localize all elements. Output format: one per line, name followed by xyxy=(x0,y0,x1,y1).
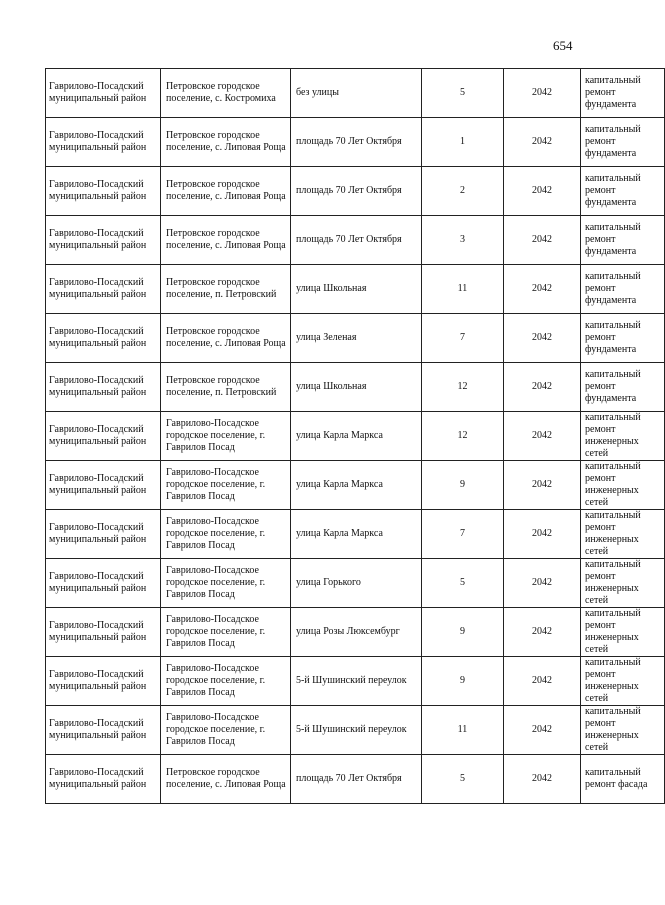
year-cell: 2042 xyxy=(504,510,581,559)
year-cell: 2042 xyxy=(504,559,581,608)
table-row xyxy=(46,559,665,608)
street-cell: 5-й Шушинский переулок xyxy=(291,706,422,755)
year-cell: 2042 xyxy=(504,69,581,118)
house-number-cell: 5 xyxy=(422,559,504,608)
street-cell: улица Карла Маркса xyxy=(291,510,422,559)
house-number-cell: 2 xyxy=(422,167,504,216)
house-number-cell: 11 xyxy=(422,265,504,314)
street-cell: улица Карла Маркса xyxy=(291,412,422,461)
work-type-cell: капитальный ремонт фундамента xyxy=(581,216,665,265)
district-cell: Гаврилово-Посадский муниципальный район xyxy=(46,559,161,608)
district-cell: Гаврилово-Посадский муниципальный район xyxy=(46,706,161,755)
district-cell: Гаврилово-Посадский муниципальный район xyxy=(46,412,161,461)
settlement-cell: Петровское городское поселение, с. Липовая Роща xyxy=(161,755,291,804)
settlement-cell: Петровское городское поселение, с. Липовая Роща xyxy=(161,216,291,265)
work-type-cell: капитальный ремонт фундамента xyxy=(581,167,665,216)
table-row xyxy=(46,363,665,412)
year-cell: 2042 xyxy=(504,363,581,412)
table-row xyxy=(46,510,665,559)
settlement-cell: Гаврилово-Посадское городское поселение, г. Гаврилов Посад xyxy=(161,706,291,755)
table-row xyxy=(46,314,665,363)
table-row xyxy=(46,167,665,216)
table-row xyxy=(46,412,665,461)
work-type-cell: капитальный ремонт фасада xyxy=(581,755,665,804)
settlement-cell: Петровское городское поселение, п. Петровский xyxy=(161,265,291,314)
district-cell: Гаврилово-Посадский муниципальный район xyxy=(46,608,161,657)
district-cell: Гаврилово-Посадский муниципальный район xyxy=(46,216,161,265)
district-cell: Гаврилово-Посадский муниципальный район xyxy=(46,510,161,559)
house-number-cell: 7 xyxy=(422,314,504,363)
district-cell: Гаврилово-Посадский муниципальный район xyxy=(46,755,161,804)
year-cell: 2042 xyxy=(504,265,581,314)
settlement-cell: Петровское городское поселение, с. Липовая Роща xyxy=(161,314,291,363)
district-cell: Гаврилово-Посадский муниципальный район xyxy=(46,167,161,216)
work-type-cell: капитальный ремонт инженерных сетей xyxy=(581,706,665,755)
work-type-cell: капитальный ремонт фундамента xyxy=(581,69,665,118)
year-cell: 2042 xyxy=(504,461,581,510)
street-cell: площадь 70 Лет Октября xyxy=(291,755,422,804)
work-type-cell: капитальный ремонт фундамента xyxy=(581,363,665,412)
district-cell: Гаврилово-Посадский муниципальный район xyxy=(46,265,161,314)
settlement-cell: Гаврилово-Посадское городское поселение, г. Гаврилов Посад xyxy=(161,461,291,510)
page-number: 654 xyxy=(553,38,573,53)
settlement-cell: Гаврилово-Посадское городское поселение, г. Гаврилов Посад xyxy=(161,412,291,461)
house-number-cell: 1 xyxy=(422,118,504,167)
house-number-cell: 9 xyxy=(422,461,504,510)
house-number-cell: 5 xyxy=(422,755,504,804)
street-cell: улица Розы Люксембург xyxy=(291,608,422,657)
year-cell: 2042 xyxy=(504,167,581,216)
table-row xyxy=(46,265,665,314)
street-cell: площадь 70 Лет Октября xyxy=(291,167,422,216)
house-number-cell: 12 xyxy=(422,363,504,412)
house-number-cell: 5 xyxy=(422,69,504,118)
year-cell: 2042 xyxy=(504,706,581,755)
house-number-cell: 11 xyxy=(422,706,504,755)
street-cell: улица Школьная xyxy=(291,265,422,314)
street-cell: без улицы xyxy=(291,69,422,118)
table-row xyxy=(46,608,665,657)
work-type-cell: капитальный ремонт фундамента xyxy=(581,265,665,314)
district-cell: Гаврилово-Посадский муниципальный район xyxy=(46,69,161,118)
year-cell: 2042 xyxy=(504,314,581,363)
table-row xyxy=(46,69,665,118)
table-row xyxy=(46,755,665,804)
house-number-cell: 7 xyxy=(422,510,504,559)
work-type-cell: капитальный ремонт инженерных сетей xyxy=(581,412,665,461)
table-body xyxy=(46,69,665,804)
district-cell: Гаврилово-Посадский муниципальный район xyxy=(46,118,161,167)
house-number-cell: 3 xyxy=(422,216,504,265)
house-number-cell: 12 xyxy=(422,412,504,461)
work-type-cell: капитальный ремонт фундамента xyxy=(581,118,665,167)
work-type-cell: капитальный ремонт инженерных сетей xyxy=(581,461,665,510)
street-cell: улица Школьная xyxy=(291,363,422,412)
table-row xyxy=(46,657,665,706)
house-number-cell: 9 xyxy=(422,657,504,706)
district-cell: Гаврилово-Посадский муниципальный район xyxy=(46,363,161,412)
table-row xyxy=(46,216,665,265)
district-cell: Гаврилово-Посадский муниципальный район xyxy=(46,314,161,363)
settlement-cell: Гаврилово-Посадское городское поселение, г. Гаврилов Посад xyxy=(161,559,291,608)
street-cell: улица Карла Маркса xyxy=(291,461,422,510)
work-type-cell: капитальный ремонт инженерных сетей xyxy=(581,510,665,559)
district-cell: Гаврилово-Посадский муниципальный район xyxy=(46,461,161,510)
settlement-cell: Гаврилово-Посадское городское поселение, г. Гаврилов Посад xyxy=(161,657,291,706)
street-cell: улица Зеленая xyxy=(291,314,422,363)
year-cell: 2042 xyxy=(504,608,581,657)
work-type-cell: капитальный ремонт фундамента xyxy=(581,314,665,363)
street-cell: площадь 70 Лет Октября xyxy=(291,216,422,265)
district-cell: Гаврилово-Посадский муниципальный район xyxy=(46,657,161,706)
year-cell: 2042 xyxy=(504,412,581,461)
work-type-cell: капитальный ремонт инженерных сетей xyxy=(581,608,665,657)
settlement-cell: Гаврилово-Посадское городское поселение, г. Гаврилов Посад xyxy=(161,608,291,657)
settlement-cell: Петровское городское поселение, с. Липовая Роща xyxy=(161,118,291,167)
table-row xyxy=(46,461,665,510)
table-row xyxy=(46,118,665,167)
house-number-cell: 9 xyxy=(422,608,504,657)
settlement-cell: Петровское городское поселение, с. Костромиха xyxy=(161,69,291,118)
street-cell: 5-й Шушинский переулок xyxy=(291,657,422,706)
year-cell: 2042 xyxy=(504,118,581,167)
settlement-cell: Петровское городское поселение, с. Липовая Роща xyxy=(161,167,291,216)
year-cell: 2042 xyxy=(504,657,581,706)
year-cell: 2042 xyxy=(504,216,581,265)
settlement-cell: Петровское городское поселение, п. Петровский xyxy=(161,363,291,412)
work-type-cell: капитальный ремонт инженерных сетей xyxy=(581,657,665,706)
street-cell: улица Горького xyxy=(291,559,422,608)
table-row xyxy=(46,706,665,755)
repair-schedule-table xyxy=(45,68,665,804)
settlement-cell: Гаврилово-Посадское городское поселение, г. Гаврилов Посад xyxy=(161,510,291,559)
work-type-cell: капитальный ремонт инженерных сетей xyxy=(581,559,665,608)
street-cell: площадь 70 Лет Октября xyxy=(291,118,422,167)
year-cell: 2042 xyxy=(504,755,581,804)
